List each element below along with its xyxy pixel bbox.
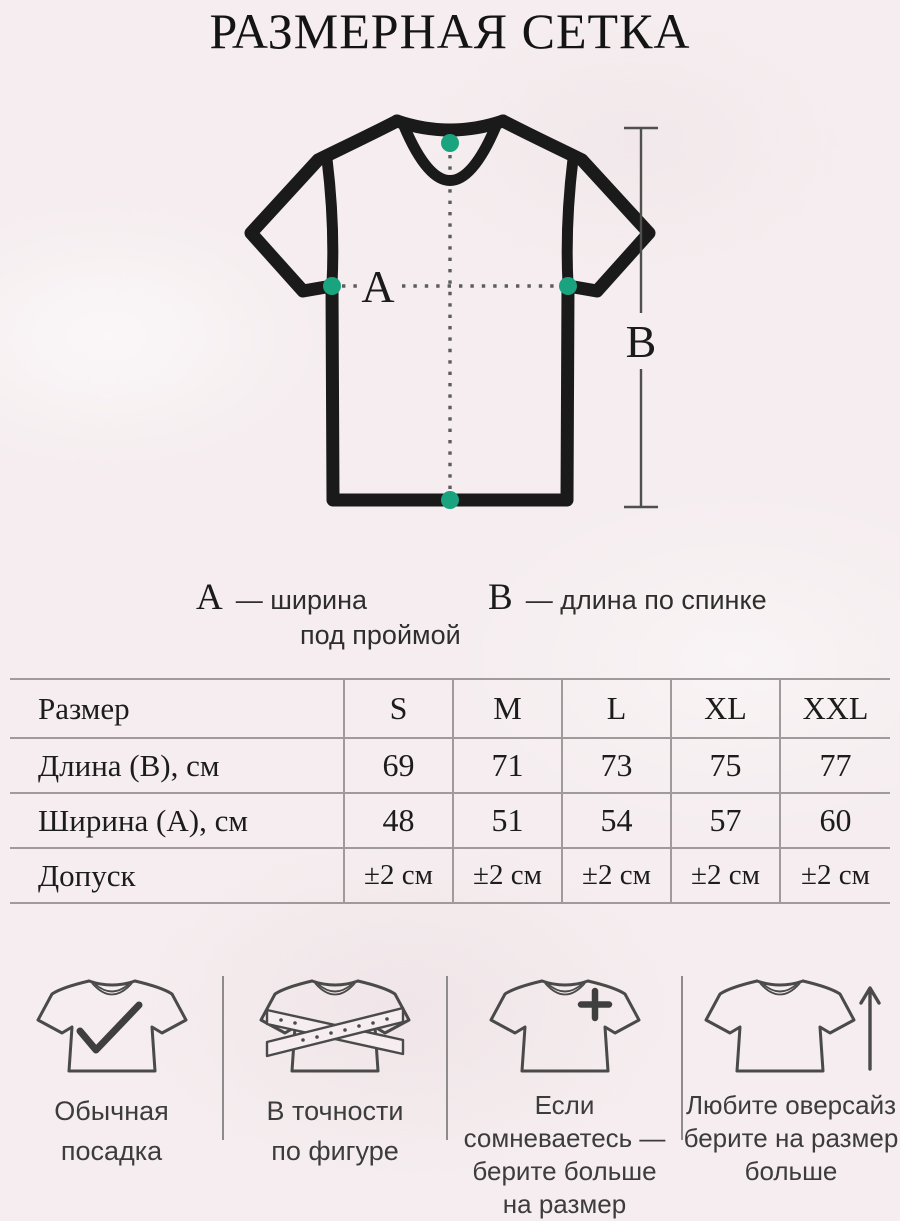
fit-caption-line: Любите оверсайз [685,1090,897,1120]
cell-value: 51 [452,794,561,847]
hem-marker-dot [441,491,459,509]
cell-value: ±2 см [452,849,561,902]
collar-top-line [397,121,503,130]
cell-value: 77 [779,739,890,792]
column-header-xxl: XXL [779,680,890,737]
width-label-a: А [361,261,395,312]
cell-value: 73 [561,739,670,792]
cell-value: 48 [343,794,452,847]
column-header-s: S [343,680,452,737]
legend-b-text: — длина по спинке [525,585,767,615]
fit-option-exact-fit [223,955,447,1221]
column-header-xl: XL [670,680,779,737]
row-label: Длина (В), см [38,747,220,783]
fit-caption-line: берите больше [472,1156,657,1186]
cell-value: 69 [343,739,452,792]
fit-options-section [0,955,900,1221]
fit-caption-line: больше [744,1156,838,1186]
right-armpit-marker-dot [559,277,577,295]
fit-option-oversize [682,955,900,1221]
legend-b [488,576,767,619]
fit-option-size-up-if-unsure [447,955,682,1221]
tshirt-oversize-icon [700,973,882,1077]
left-armpit-marker-dot [323,277,341,295]
fit-caption-line: по фигуре [271,1136,399,1166]
right-sleeve-seam [567,159,573,284]
tshirt-check-icon [32,973,192,1077]
cell-value: ±2 см [343,849,452,902]
fit-divider-1 [222,976,224,1140]
cell-value: 75 [670,739,779,792]
fit-divider-3 [681,976,683,1140]
legend-a-text: — ширина [235,585,368,615]
tshirt-measurement-diagram [230,95,670,535]
cell-value: 54 [561,794,670,847]
cell-value: 60 [779,794,890,847]
tshirt-plus-icon [485,973,645,1077]
table-header-row [10,678,890,737]
fit-caption-line: на размер [502,1189,627,1219]
column-header-size: Размер [38,690,130,726]
legend-a-text-line2: под проймой [300,620,461,650]
legend-b-letter: В [488,577,513,618]
fit-option-regular [0,955,223,1221]
row-label: Допуск [38,857,136,893]
fit-divider-2 [446,976,448,1140]
fit-caption-line: Обычная [54,1096,169,1126]
fit-caption-line: берите на размер [683,1123,899,1153]
column-header-m: M [452,680,561,737]
cell-value: ±2 см [779,849,890,902]
fit-caption-line: Если сомневаетесь — [463,1090,666,1153]
cell-value: ±2 см [670,849,779,902]
column-header-l: L [561,680,670,737]
tshirt-tape-icon [255,973,415,1077]
page-title: РАЗМЕРНАЯ СЕТКА [209,3,691,59]
legend-a [196,576,367,619]
cell-value: ±2 см [561,849,670,902]
fit-caption-line: В точности [266,1096,404,1126]
cell-value: 71 [452,739,561,792]
left-sleeve-seam [327,159,333,284]
up-arrow-icon [861,988,879,1069]
size-table [10,678,890,904]
fit-caption-line: посадка [60,1136,163,1166]
cell-value: 57 [670,794,779,847]
table-row-length [10,737,890,792]
table-row-width [10,792,890,847]
length-label-b: В [625,316,657,367]
row-label: Ширина (А), см [38,802,248,838]
legend-a-letter: А [196,577,223,618]
table-row-tolerance [10,847,890,902]
neck-marker-dot [441,134,459,152]
